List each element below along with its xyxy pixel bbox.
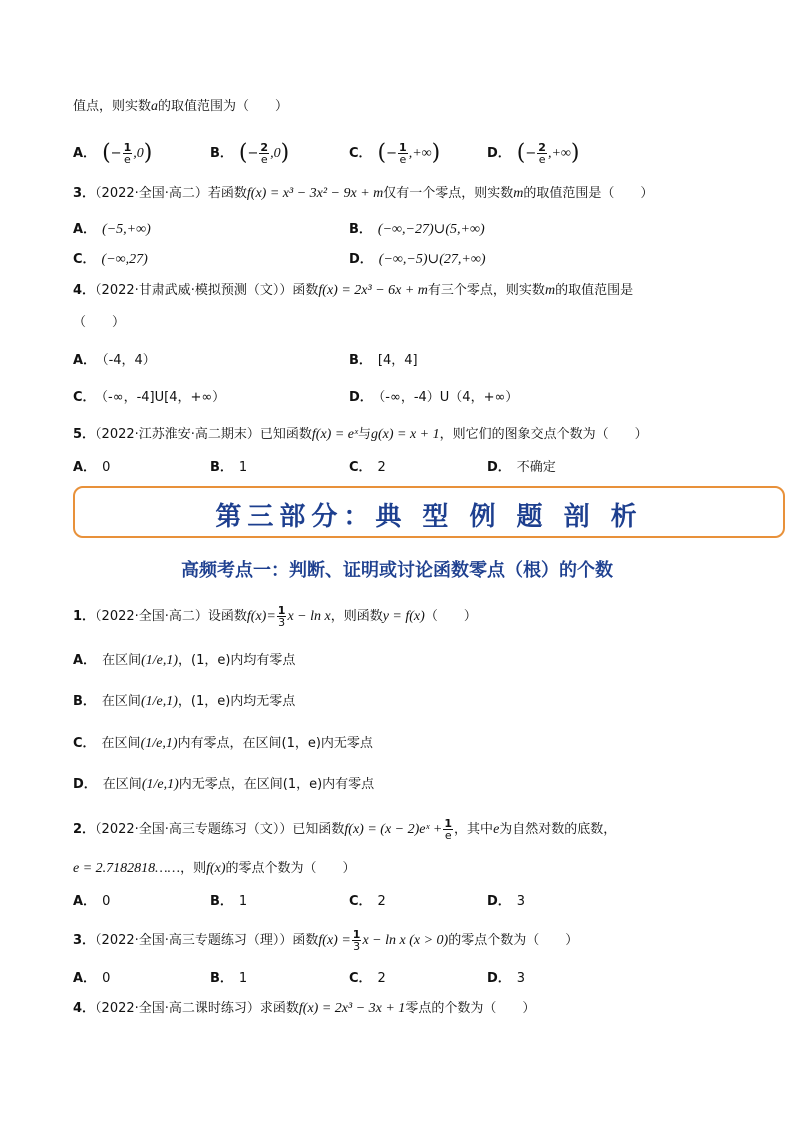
p1-stem: 1．（2022·全国·高二）设函数f(x)= $\frac{1}{3}$ x − ln x，则函数y = f(x)（ ） (73, 604, 477, 629)
q2-option-c[interactable]: C． (− $\frac{1}{e}$ ,+∞) (349, 140, 441, 166)
q4-stem: 4．（2022·甘肃武威·模拟预测（文））函数f(x) = 2x³ − 6x + m有三个零点，则实数m的取值范围是 (73, 283, 634, 298)
q5-option-d[interactable]: D． 不确定 (487, 460, 556, 475)
part-three-banner (73, 486, 785, 538)
p3-option-d[interactable]: D． 3 (487, 971, 526, 986)
p2-option-d[interactable]: D． 3 (487, 894, 526, 909)
p2-option-b[interactable]: B． 1 (210, 894, 248, 909)
q5-option-b[interactable]: B． 1 (210, 460, 248, 475)
p3-option-c[interactable]: C． 2 (349, 971, 386, 986)
q2-option-b[interactable]: B． (− $\frac{2}{e}$ ,0) (210, 140, 290, 166)
q5-option-c[interactable]: C． 2 (349, 460, 386, 475)
p2-stem-line2: e = 2.7182818……，则f(x)的零点个数为（ ） (73, 861, 356, 876)
p3-option-b[interactable]: B． 1 (210, 971, 248, 986)
p1-option-c[interactable]: C． 在区间(1/e,1)内有零点，在区间(1，e)内无零点 (73, 736, 373, 751)
q3-option-d[interactable]: D． (−∞,−5)∪(27,+∞) (349, 252, 486, 267)
q2-stem-tail: 值点，则实数a的取值范围为（ ） (73, 99, 289, 114)
q5-stem: 5．（2022·江苏淮安·高二期末）已知函数f(x) = eˣ与g(x) = x + 1，则它们的图象交点个数为（ ） (73, 427, 648, 442)
section-heading: 高频考点一：判断、证明或讨论函数零点（根）的个数 (181, 560, 613, 581)
p1-option-b[interactable]: B． 在区间(1/e,1)，(1，e)内均无零点 (73, 694, 296, 709)
q3-option-b[interactable]: B． (−∞,−27)∪(5,+∞) (349, 222, 485, 237)
p2-option-a[interactable]: A． 0 (73, 894, 111, 909)
p3-option-a[interactable]: A． 0 (73, 971, 111, 986)
q5-option-a[interactable]: A． 0 (73, 460, 111, 475)
q4-option-a[interactable]: A． （-4，4） (73, 353, 156, 368)
q4-option-b[interactable]: B． [4，4] (349, 353, 418, 368)
q3-option-c[interactable]: C． (−∞,27) (73, 252, 148, 267)
p1-option-a[interactable]: A． 在区间(1/e,1)，(1，e)内均有零点 (73, 653, 296, 668)
q3-option-a[interactable]: A． (−5,+∞) (73, 222, 151, 237)
q4-stem-bracket: （ ） (73, 315, 126, 330)
banner-title: 第三部分：典 型 例 题 剖 析 (215, 502, 643, 532)
q2-option-d[interactable]: D． (− $\frac{2}{e}$ ,+∞) (487, 140, 580, 166)
p2-stem: 2．（2022·全国·高三专题练习（文））已知函数f(x) = (x − 2)eˣ + $\frac{1}{e}$ ，其中e为自然对数的底数， (73, 817, 617, 842)
q4-option-d[interactable]: D． （-∞，-4）U（4，+∞） (349, 390, 519, 405)
q2-option-a[interactable]: A． (− $\frac{1}{e}$ ,0) (73, 140, 153, 166)
p2-option-c[interactable]: C． 2 (349, 894, 386, 909)
p4-stem: 4．（2022·全国·高二课时练习）求函数f(x) = 2x³ − 3x + 1零点的个数为（ ） (73, 1001, 536, 1016)
p1-option-d[interactable]: D． 在区间(1/e,1)内无零点，在区间(1，e)内有零点 (73, 777, 375, 792)
q3-stem: 3．（2022·全国·高二）若函数f(x) = x³ − 3x² − 9x + m仅有一个零点，则实数m的取值范围是（ ） (73, 186, 654, 201)
q4-option-c[interactable]: C． （-∞，-4]U[4，+∞） (73, 390, 226, 405)
p3-stem: 3．（2022·全国·高三专题练习（理））函数f(x) = $\frac{1}{3}$ x − ln x (x > 0)的零点个数为（ ） (73, 928, 579, 953)
